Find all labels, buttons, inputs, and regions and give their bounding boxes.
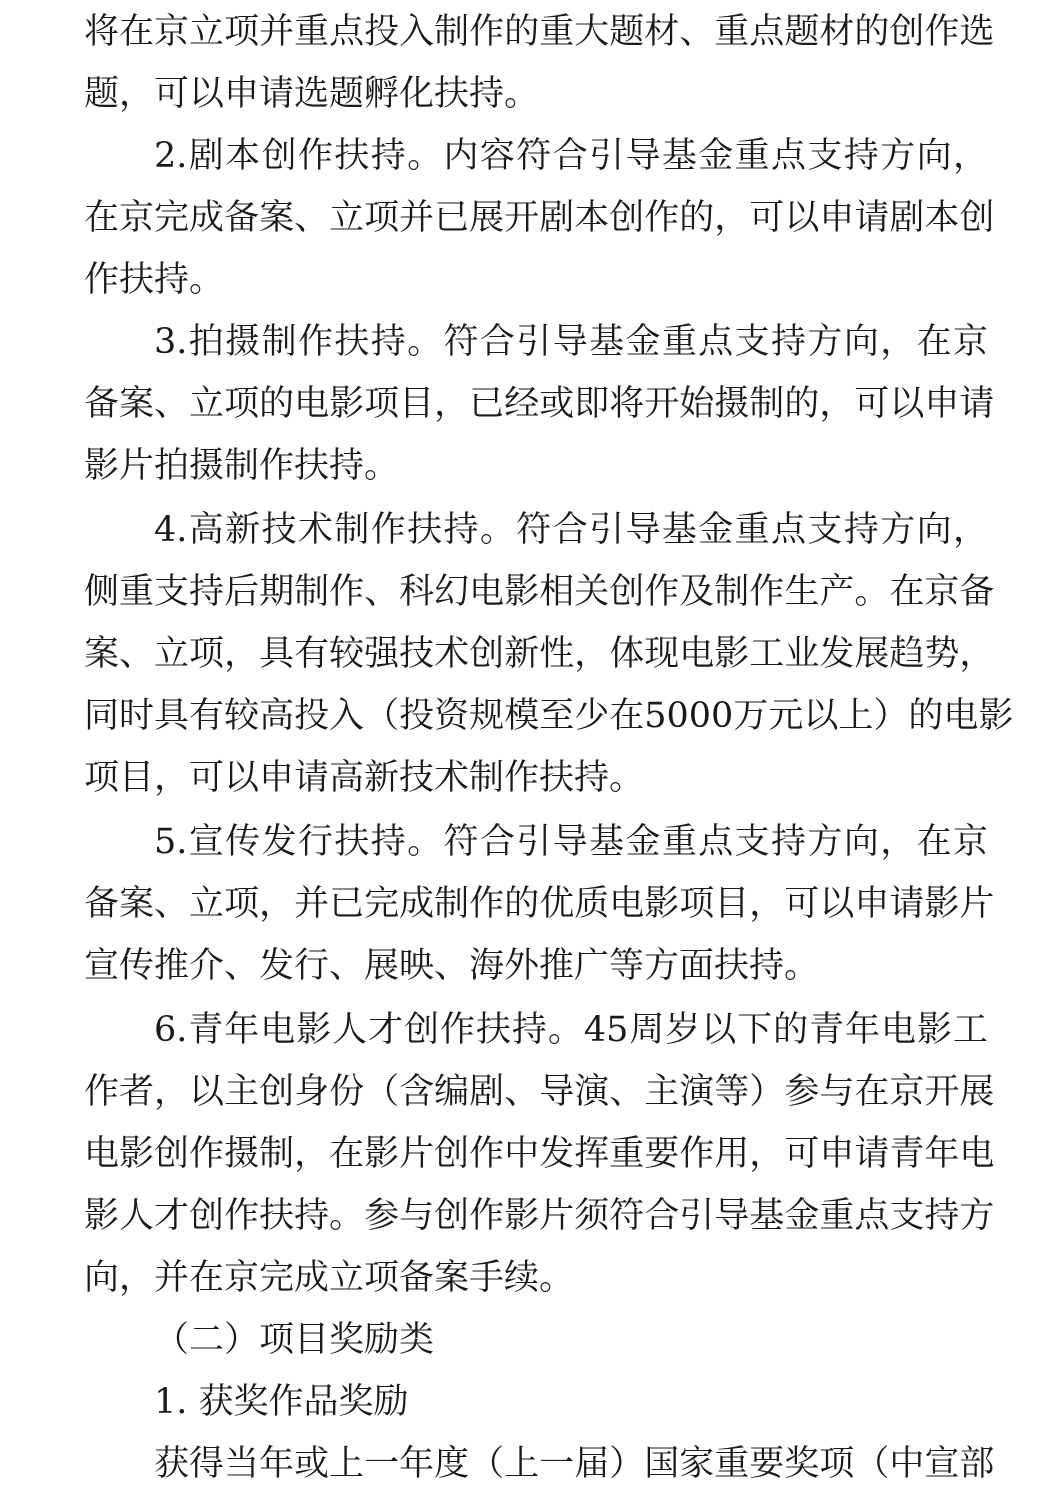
text-line: 1. 获奖作品奖励: [154, 1382, 409, 1422]
text-line: 电 影 创 作 摄 制 ， 在 影 片 创 作 中 发 挥 重 要 作 用 ， 可 申 请 青 年 电: [84, 1134, 995, 1174]
text-line: 题，可以申请选题孵化扶持。: [84, 74, 540, 114]
text-line: 宣传推介、发行、展映、海外推广等方面扶持。: [84, 946, 820, 986]
text-line: 备 案 、 立 项 ， 并 已 完 成 制 作 的 优 质 电 影 项 目 ， 可 以 申 请 影 片: [84, 884, 995, 924]
text-line: 5. 宣 传 发 行 扶 持 。 符 合 引 导 基 金 重 点 支 持 方 向 ， 在 京: [154, 822, 988, 862]
text-line: 6. 青 年 电 影 人 才 创 作 扶 持 。 45 周 岁 以 下 的 青 年 电 影 工: [154, 1010, 988, 1050]
text-line: 3. 拍 摄 制 作 扶 持 。 符 合 引 导 基 金 重 点 支 持 方 向 ， 在 京: [154, 322, 988, 362]
text-line: 获 得 当 年 或 上 一 年 度 （ 上 一 届 ） 国 家 重 要 奖 项 （ 中 宣 部: [154, 1444, 995, 1484]
text-line: 影 人 才 创 作 扶 持 。 参 与 创 作 影 片 须 符 合 引 导 基 金 重 点 支 持 方: [84, 1196, 995, 1236]
text-line: 2. 剧 本 创 作 扶 持 。 内 容 符 合 引 导 基 金 重 点 支 持 方 向 ，: [154, 136, 988, 176]
text-line: 在 京 完 成 备 案 、 立 项 并 已 展 开 剧 本 创 作 的 ， 可 以 申 请 剧 本 创: [84, 198, 995, 238]
text-line: 项目，可以申请高新技术制作扶持。: [84, 758, 645, 798]
text-line: 侧 重 支 持 后 期 制 作 、 科 幻 电 影 相 关 创 作 及 制 作 生 产 。 在 京 备: [84, 572, 995, 612]
text-line: 同 时 具 有 较 高 投 入 （ 投 资 规 模 至 少 在 5000 万 元 以 上 ） 的 电 影: [84, 696, 1014, 736]
text-line: 影片拍摄制作扶持。: [84, 446, 400, 486]
text-line: 将 在 京 立 项 并 重 点 投 入 制 作 的 重 大 题 材 、 重 点 题 材 的 创 作 选: [84, 12, 995, 52]
text-line: 作 者 ， 以 主 创 身 份 （ 含 编 剧 、 导 演 、 主 演 等 ） 参 与 在 京 开 展: [84, 1072, 995, 1112]
text-line: 4. 高 新 技 术 制 作 扶 持 。 符 合 引 导 基 金 重 点 支 持 方 向 ，: [154, 510, 988, 550]
text-line: 向，并在京完成立项备案手续。: [84, 1258, 575, 1298]
text-line: 案 、 立 项 ， 具 有 较 强 技 术 创 新 性 ， 体 现 电 影 工 业 发 展 趋 势 ，: [84, 634, 995, 674]
text-line: 备 案 、 立 项 的 电 影 项 目 ， 已 经 或 即 将 开 始 摄 制 的 ， 可 以 申 请: [84, 384, 995, 424]
text-line: 作扶持。: [84, 260, 225, 300]
text-line: （二）项目奖励类: [154, 1320, 435, 1360]
